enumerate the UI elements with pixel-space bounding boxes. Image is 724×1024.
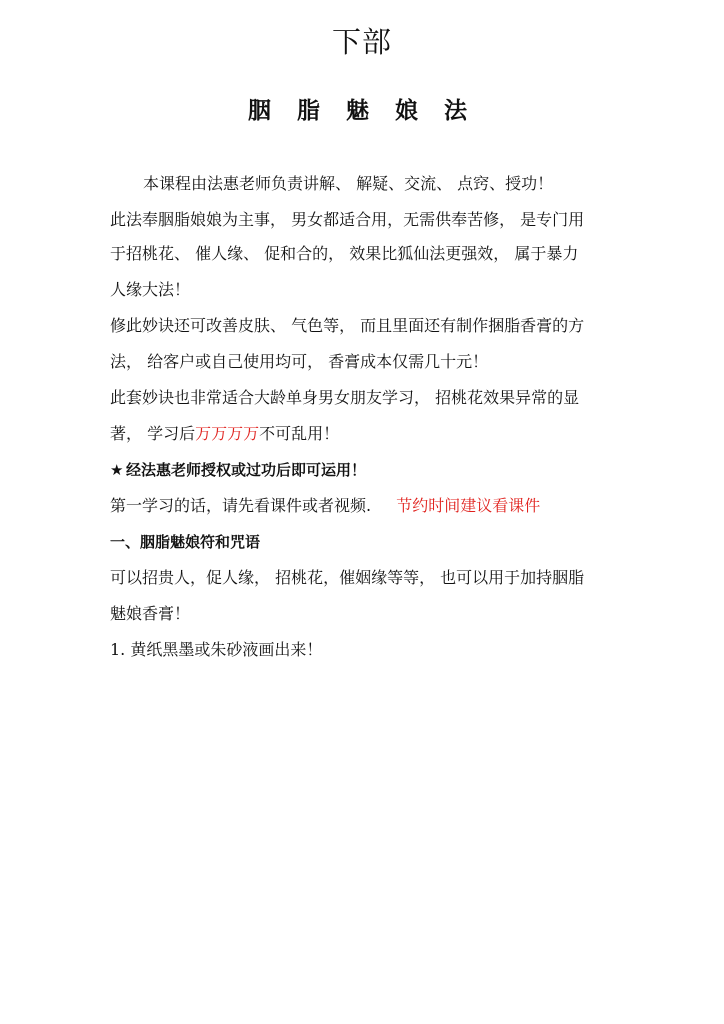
authorization-text: 经法惠老师授权或过功后即可运用！ <box>126 461 367 479</box>
suggestion-text: 第一学习的话，请先看课件或者视频. <box>110 496 377 515</box>
section-line: 可以招贵人，促人缘， 招桃花，催姻缘等等， 也可以用于加持胭脂 <box>110 568 585 587</box>
paragraph-line: 此法奉胭脂娘娘为主事， 男女都适合用，无需供奉苦修， 是专门用 <box>110 210 585 229</box>
paragraph-line: 人缘大法！ <box>110 280 191 299</box>
star-icon: ★ <box>110 461 124 479</box>
document-body <box>110 168 618 668</box>
authorization-line <box>110 452 618 488</box>
warning-text-after: 不可乱用！ <box>259 424 340 443</box>
paragraph-line: 于招桃花、 催人缘、 促和合的， 效果比狐仙法更强效， 属于暴力 <box>110 244 579 263</box>
paragraph-line: 本课程由法惠老师负责讲解、 解疑、交流、 点窍、授功！ <box>143 174 554 193</box>
page-header-title: 下部 <box>331 25 392 59</box>
suggestion-line <box>110 488 618 524</box>
paragraph-line: 修此妙诀还可改善皮肤、 气色等， 而且里面还有制作捆脂香膏的方 <box>110 316 585 335</box>
suggestion-highlight: 节约时间建议看课件 <box>396 496 541 515</box>
paragraph-line: 此套妙诀也非常适合大龄单身男女朋友学习， 招桃花效果异常的显 <box>110 388 580 407</box>
section-line: 魅娘香膏！ <box>110 604 191 623</box>
section-heading: 一、胭脂魅娘符和咒语 <box>110 533 261 551</box>
warning-text-before: 著， 学习后 <box>110 424 196 443</box>
paragraph-line: 法， 给客户或自己使用均可， 香膏成本仅需几十元！ <box>110 352 489 371</box>
document-title: 胭 脂 魅 娘 法 <box>247 98 477 124</box>
step-item: 1. 黄纸黑墨或朱砂液画出来！ <box>110 640 323 659</box>
warning-emphasis: 万万万万 <box>195 424 260 443</box>
warning-line <box>110 416 618 452</box>
